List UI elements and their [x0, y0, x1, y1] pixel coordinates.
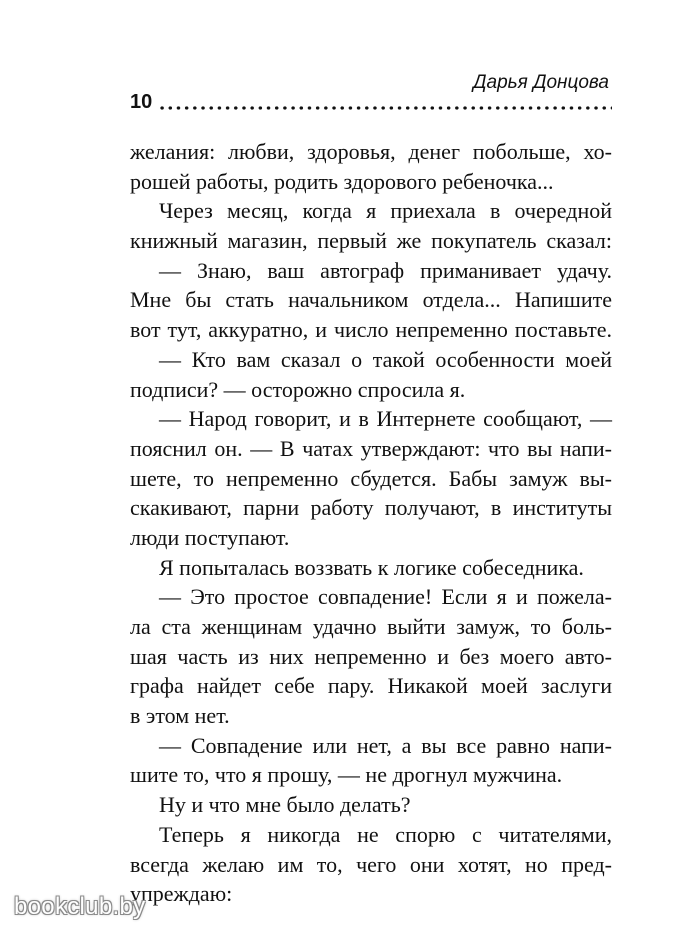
text-line: люди поступают.: [130, 524, 290, 550]
page-number: 10: [130, 91, 153, 113]
site-watermark: bookclub.by: [14, 893, 146, 920]
text-line: рошей работы, родить здорового ребеночка...: [130, 168, 554, 194]
header-rule: [130, 92, 612, 112]
author-name: Дарья Донцова: [473, 72, 609, 93]
text-line: всегда желаю им то, чего они хотят, но пред-: [130, 851, 612, 877]
text-line: Через месяц, когда я приехала в очередной: [159, 198, 612, 224]
text-line: желания: любви, здоровья, денег побольше, хо-: [130, 139, 612, 164]
text-line: графа найдет себе пару. Никакой моей заслуги: [130, 673, 612, 699]
text-line: пояснил он. — В чатах утверждают: что вы напи-: [130, 435, 612, 461]
text-line: Мне бы стать начальником отдела... Напишите: [130, 287, 612, 313]
text-line: Теперь я никогда не спорю с читателями,: [159, 821, 612, 847]
text-line: — Знаю, ваш автограф приманивает удачу.: [159, 257, 612, 283]
text-line: шая часть из них непременно и без моего авто-: [130, 643, 612, 669]
text-line: — Народ говорит, и в Интернете сообщают, —: [159, 406, 612, 432]
text-line: — Совпадение или нет, а вы все равно напи-: [159, 732, 612, 758]
text-line: упреждаю:: [130, 881, 233, 907]
text-line: ла ста женщинам удачно выйти замуж, то боль-: [130, 614, 612, 639]
text-line: в этом нет.: [130, 703, 230, 729]
text-line: вот тут, аккуратно, и число непременно поставьте.: [130, 317, 612, 343]
text-line: подписи? — осторожно спросила я.: [130, 376, 466, 402]
text-line: Я попыталась воззвать к логике собеседника.: [159, 554, 584, 580]
text-line: шите то, что я прошу, — не дрогнул мужчина.: [130, 762, 563, 788]
text-line: скакивают, парни работу получают, в институты: [130, 495, 612, 521]
text-line: книжный магазин, первый же покупатель сказал:: [130, 228, 612, 254]
body-text: [130, 137, 612, 909]
text-line: шете, то непременно сбудется. Бабы замуж вы-: [130, 465, 612, 491]
text-line: — Кто вам сказал о такой особенности моей: [159, 346, 612, 372]
dotted-leader: [158, 106, 612, 110]
text-line: — Это простое совпадение! Если я и пожела-: [159, 584, 612, 610]
text-line: Ну и что мне было делать?: [159, 792, 411, 818]
